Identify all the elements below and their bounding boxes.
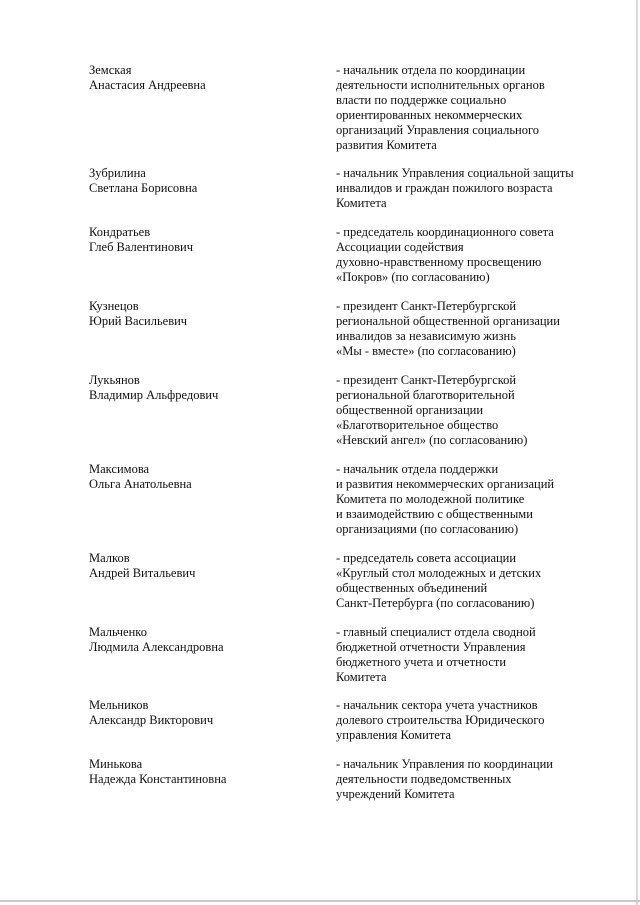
position-line: организациями (по согласованию) — [336, 522, 519, 536]
position-line: инвалидов за независимую жизнь — [336, 329, 516, 343]
position-line: долевого строительства Юридического — [336, 713, 545, 727]
given-names: Андрей Витальевич — [89, 566, 196, 580]
position-line: - начальник отдела по координации — [336, 63, 526, 77]
position-line: и развития некоммерческих организаций — [336, 477, 555, 491]
position-line: Комитета — [336, 196, 387, 210]
position-line: - главный специалист отдела сводной — [336, 625, 536, 639]
position-description — [336, 625, 606, 685]
given-names: Юрий Васильевич — [89, 314, 188, 328]
person-name — [89, 625, 319, 655]
surname: Земская — [89, 63, 132, 77]
surname: Минькова — [89, 757, 143, 771]
given-names: Надежда Константиновна — [89, 772, 227, 786]
given-names: Александр Викторович — [89, 713, 214, 727]
person-name — [89, 462, 319, 492]
scan-edge-bottom — [0, 900, 640, 902]
position-line: власти по поддержке социально — [336, 93, 507, 107]
surname: Зубрилина — [89, 166, 146, 180]
person-name — [89, 757, 319, 787]
position-line: - начальник сектора учета участников — [336, 698, 538, 712]
given-names: Людмила Александровна — [89, 640, 224, 654]
person-name — [89, 299, 319, 329]
position-description — [336, 63, 606, 153]
position-line: духовно-нравственному просвещению — [336, 255, 542, 269]
position-line: организаций Управления социального — [336, 123, 540, 137]
position-line: управления Комитета — [336, 728, 452, 742]
position-line: учреждений Комитета — [336, 787, 455, 801]
position-line: - председатель совета ассоциации — [336, 551, 517, 565]
position-line: Санкт-Петербурга (по согласованию) — [336, 596, 535, 610]
position-line: «Круглый стол молодежных и детских — [336, 566, 542, 580]
position-description — [336, 166, 606, 211]
given-names: Ольга Анатольевна — [89, 477, 192, 491]
position-line: бюджетного учета и отчетности — [336, 655, 507, 669]
position-description — [336, 462, 606, 537]
position-line: бюджетной отчетности Управления — [336, 640, 526, 654]
position-line: деятельности подведомственных — [336, 772, 512, 786]
position-description — [336, 698, 606, 743]
position-line: деятельности исполнительных органов — [336, 78, 545, 92]
position-line: и взаимодействию с общественными — [336, 507, 533, 521]
person-name — [89, 373, 319, 403]
position-line: - президент Санкт-Петербургской — [336, 299, 517, 313]
position-line: - начальник Управления по координации — [336, 757, 553, 771]
position-line: развития Комитета — [336, 138, 437, 152]
person-name — [89, 166, 319, 196]
position-line: «Благотворительное общество — [336, 418, 499, 432]
position-line: региональной благотворительной — [336, 388, 515, 402]
position-line: региональной общественной организации — [336, 314, 560, 328]
position-description — [336, 551, 606, 611]
position-line: «Мы - вместе» (по согласованию) — [336, 344, 516, 358]
position-description — [336, 757, 606, 802]
surname: Лукьянов — [89, 373, 140, 387]
position-line: Ассоциации содействия — [336, 240, 464, 254]
position-description — [336, 225, 606, 285]
position-line: - начальник Управления социальной защиты — [336, 166, 574, 180]
position-line: Комитета по молодежной политике — [336, 492, 525, 506]
surname: Кузнецов — [89, 299, 139, 313]
given-names: Светлана Борисовна — [89, 181, 198, 195]
given-names: Глеб Валентинович — [89, 240, 193, 254]
position-description — [336, 373, 606, 448]
surname: Кондратьев — [89, 225, 151, 239]
person-name — [89, 63, 319, 93]
person-name — [89, 551, 319, 581]
position-line: «Покров» (по согласованию) — [336, 270, 490, 284]
surname: Мальченко — [89, 625, 147, 639]
position-line: Комитета — [336, 670, 387, 684]
position-line: ориентированных некоммерческих — [336, 108, 523, 122]
position-line: общественных объединений — [336, 581, 488, 595]
position-line: «Невский ангел» (по согласованию) — [336, 433, 528, 447]
scan-edge-right — [636, 0, 638, 905]
position-line: - председатель координационного совета — [336, 225, 554, 239]
position-line: инвалидов и граждан пожилого возраста — [336, 181, 553, 195]
given-names: Владимир Альфредович — [89, 388, 219, 402]
person-name — [89, 225, 319, 255]
position-description — [336, 299, 606, 359]
person-name — [89, 698, 319, 728]
surname: Малков — [89, 551, 130, 565]
surname: Максимова — [89, 462, 150, 476]
position-line: - начальник отдела поддержки — [336, 462, 499, 476]
position-line: общественной организации — [336, 403, 484, 417]
given-names: Анастасия Андреевна — [89, 78, 206, 92]
surname: Мельников — [89, 698, 149, 712]
position-line: - президент Санкт-Петербургской — [336, 373, 517, 387]
